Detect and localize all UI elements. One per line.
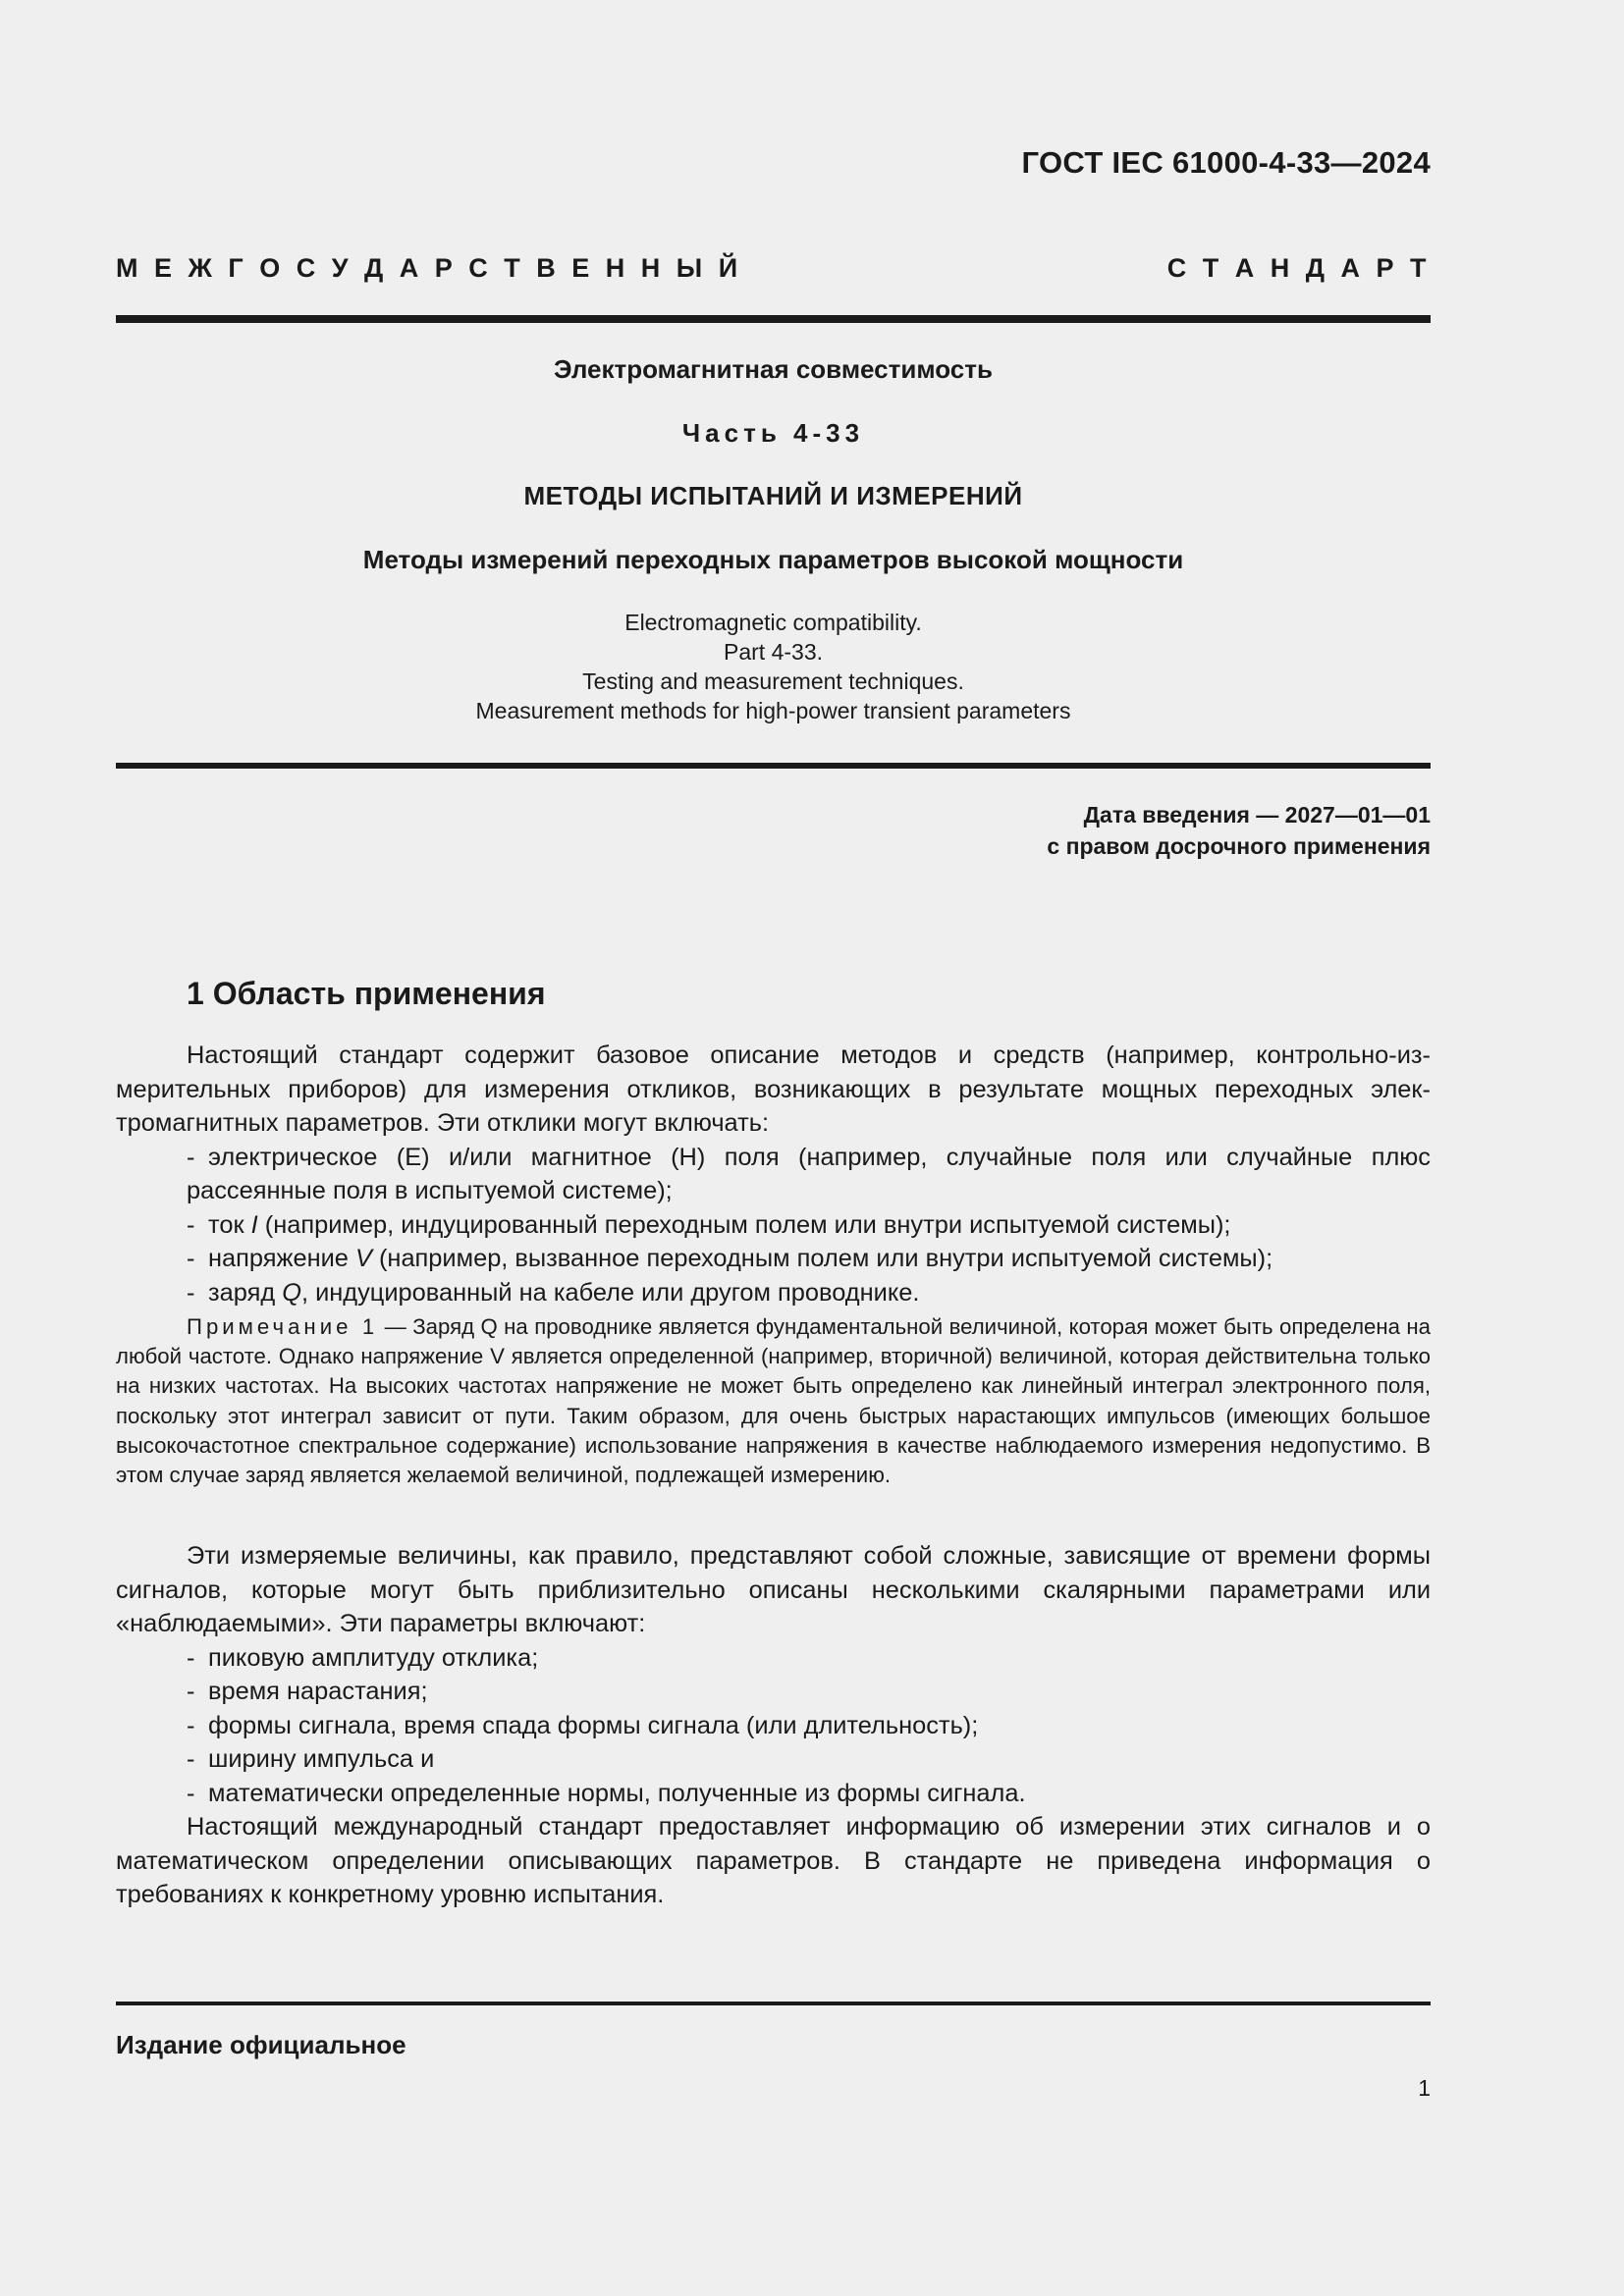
- page-number: 1: [1418, 2075, 1431, 2101]
- list-item-text: ток I (например, индуцированный переходным полем или внутри испытуемой системы);: [208, 1210, 1231, 1239]
- list-item: [116, 1709, 1431, 1743]
- list-item: [116, 1141, 1431, 1208]
- list-item: [116, 1777, 1431, 1811]
- standard-category: [116, 253, 1431, 284]
- current-symbol: I: [250, 1210, 258, 1239]
- list-item: [116, 1242, 1431, 1276]
- category-word-interstate: М Е Ж Г О С У Д А Р С Т В Е Н Н Ы Й: [116, 253, 742, 283]
- top-rule: [116, 315, 1431, 323]
- list-item: [116, 1742, 1431, 1777]
- english-title-line: Testing and measurement techniques.: [582, 668, 964, 694]
- introduction-date: [1047, 799, 1431, 862]
- introduction-date-line: Дата введения — 2027—01—01: [1083, 802, 1431, 828]
- title-bottom-rule: [116, 763, 1431, 769]
- title-methods: МЕТОДЫ ИСПЫТАНИЙ И ИЗМЕРЕНИЙ: [523, 481, 1023, 510]
- edition-label: Издание официальное: [116, 2030, 406, 2059]
- list-dash: -: [187, 1711, 195, 1739]
- note-text: — Заряд Q на проводнике является фундаментальной величиной, которая может быть определена на любой частоте. Однако напряжение V является определенной (например, вторичной) величиной, которая действительна только на низких частотах. На высоких частотах напряжение не может быть определено как линейный интеграл электронного поля, поскольку этот интеграл зависит от пути. Таким образом, для очень быстрых нарастающих импульсов (имеющих большое высокочастотное спектральное содержание) использование напряжения в качестве наблюдаемого измерения недопустимо. В этом случае заряд является желаемой величиной, подлежащей измерению.: [116, 1314, 1431, 1488]
- title-subtitle: Методы измерений переходных параметров высокой мощности: [362, 545, 1184, 574]
- list-item: [116, 1208, 1431, 1243]
- title-topic: Электромагнитная совместимость: [554, 354, 993, 384]
- list-item-text: напряжение V (например, вызванное переходным полем или внутри испытуемой системы);: [208, 1245, 1273, 1272]
- list-item-text: пиковую амплитуду отклика;: [208, 1643, 539, 1672]
- voltage-symbol: V: [354, 1245, 372, 1272]
- english-title-line: Part 4-33.: [724, 639, 823, 665]
- list-dash: -: [187, 1745, 195, 1773]
- english-title-line: Electromagnetic compatibility.: [624, 610, 922, 635]
- document-code: ГОСТ IEC 61000-4-33—2024: [1021, 145, 1431, 180]
- paragraph: Эти измеряемые величины, как правило, представляют собой сложные, зависящие от времени формы сигналов, которые могут быть приблизительно описаны несколькими скалярными параметрами или «наблюдаемыми». Эти параметры включают:: [116, 1542, 1431, 1637]
- list-item: [116, 1641, 1431, 1676]
- list-dash: -: [187, 1143, 195, 1171]
- list-item-text: электрическое (Е) и/или магнитное (Н) поля (например, случайные поля или случайные плюс рассеянные поля в испытуемой системе);: [187, 1143, 1431, 1204]
- charge-symbol: Q: [282, 1278, 301, 1307]
- list-item-text: формы сигнала, время спада формы сигнала (или длительность);: [208, 1711, 979, 1739]
- paragraph: Настоящий стандарт содержит базовое описание методов и средств (например, контрольно-измерительных приборов) для измерения откликов, возникающих в результате мощных переходных электромагнитных параметров. Эти отклики могут включать:: [116, 1041, 1431, 1137]
- paragraph: Настоящий международный стандарт предоставляет информацию об измерении этих сигналов и о математическом определении описывающих параметров. В стандарте не приведена информация о требованиях к конкретному уровню испытания.: [116, 1813, 1431, 1908]
- list-dash: -: [187, 1678, 195, 1705]
- section-heading: 1 Область применения: [187, 976, 546, 1011]
- english-title-line: Measurement methods for high-power transient parameters: [475, 698, 1071, 723]
- category-word-standard: С Т А Н Д А Р Т: [1166, 253, 1431, 283]
- english-title: [116, 608, 1431, 725]
- section-body-part1: [116, 1039, 1431, 1309]
- list-dash: -: [187, 1278, 195, 1307]
- title-part: Часть 4-33: [681, 418, 865, 448]
- list-dash: -: [187, 1643, 195, 1672]
- list-item-text: время нарастания;: [208, 1678, 428, 1705]
- list-dash: -: [187, 1779, 195, 1807]
- section-body-part2: [116, 1539, 1431, 1912]
- footer-rule: [116, 2002, 1431, 2005]
- list-dash: -: [187, 1210, 195, 1239]
- list-item: [116, 1276, 1431, 1310]
- list-item-text: математически определенные нормы, полученные из формы сигнала.: [208, 1779, 1026, 1807]
- note-label: Примечание 1: [187, 1314, 379, 1339]
- list-item-text: ширину импульса и: [208, 1745, 435, 1773]
- list-item-text: заряд Q, индуцированный на кабеле или другом проводнике.: [208, 1278, 920, 1307]
- list-item: [116, 1675, 1431, 1709]
- note-1: [116, 1312, 1431, 1490]
- early-application-note: с правом досрочного применения: [1047, 833, 1431, 859]
- list-dash: -: [187, 1245, 195, 1272]
